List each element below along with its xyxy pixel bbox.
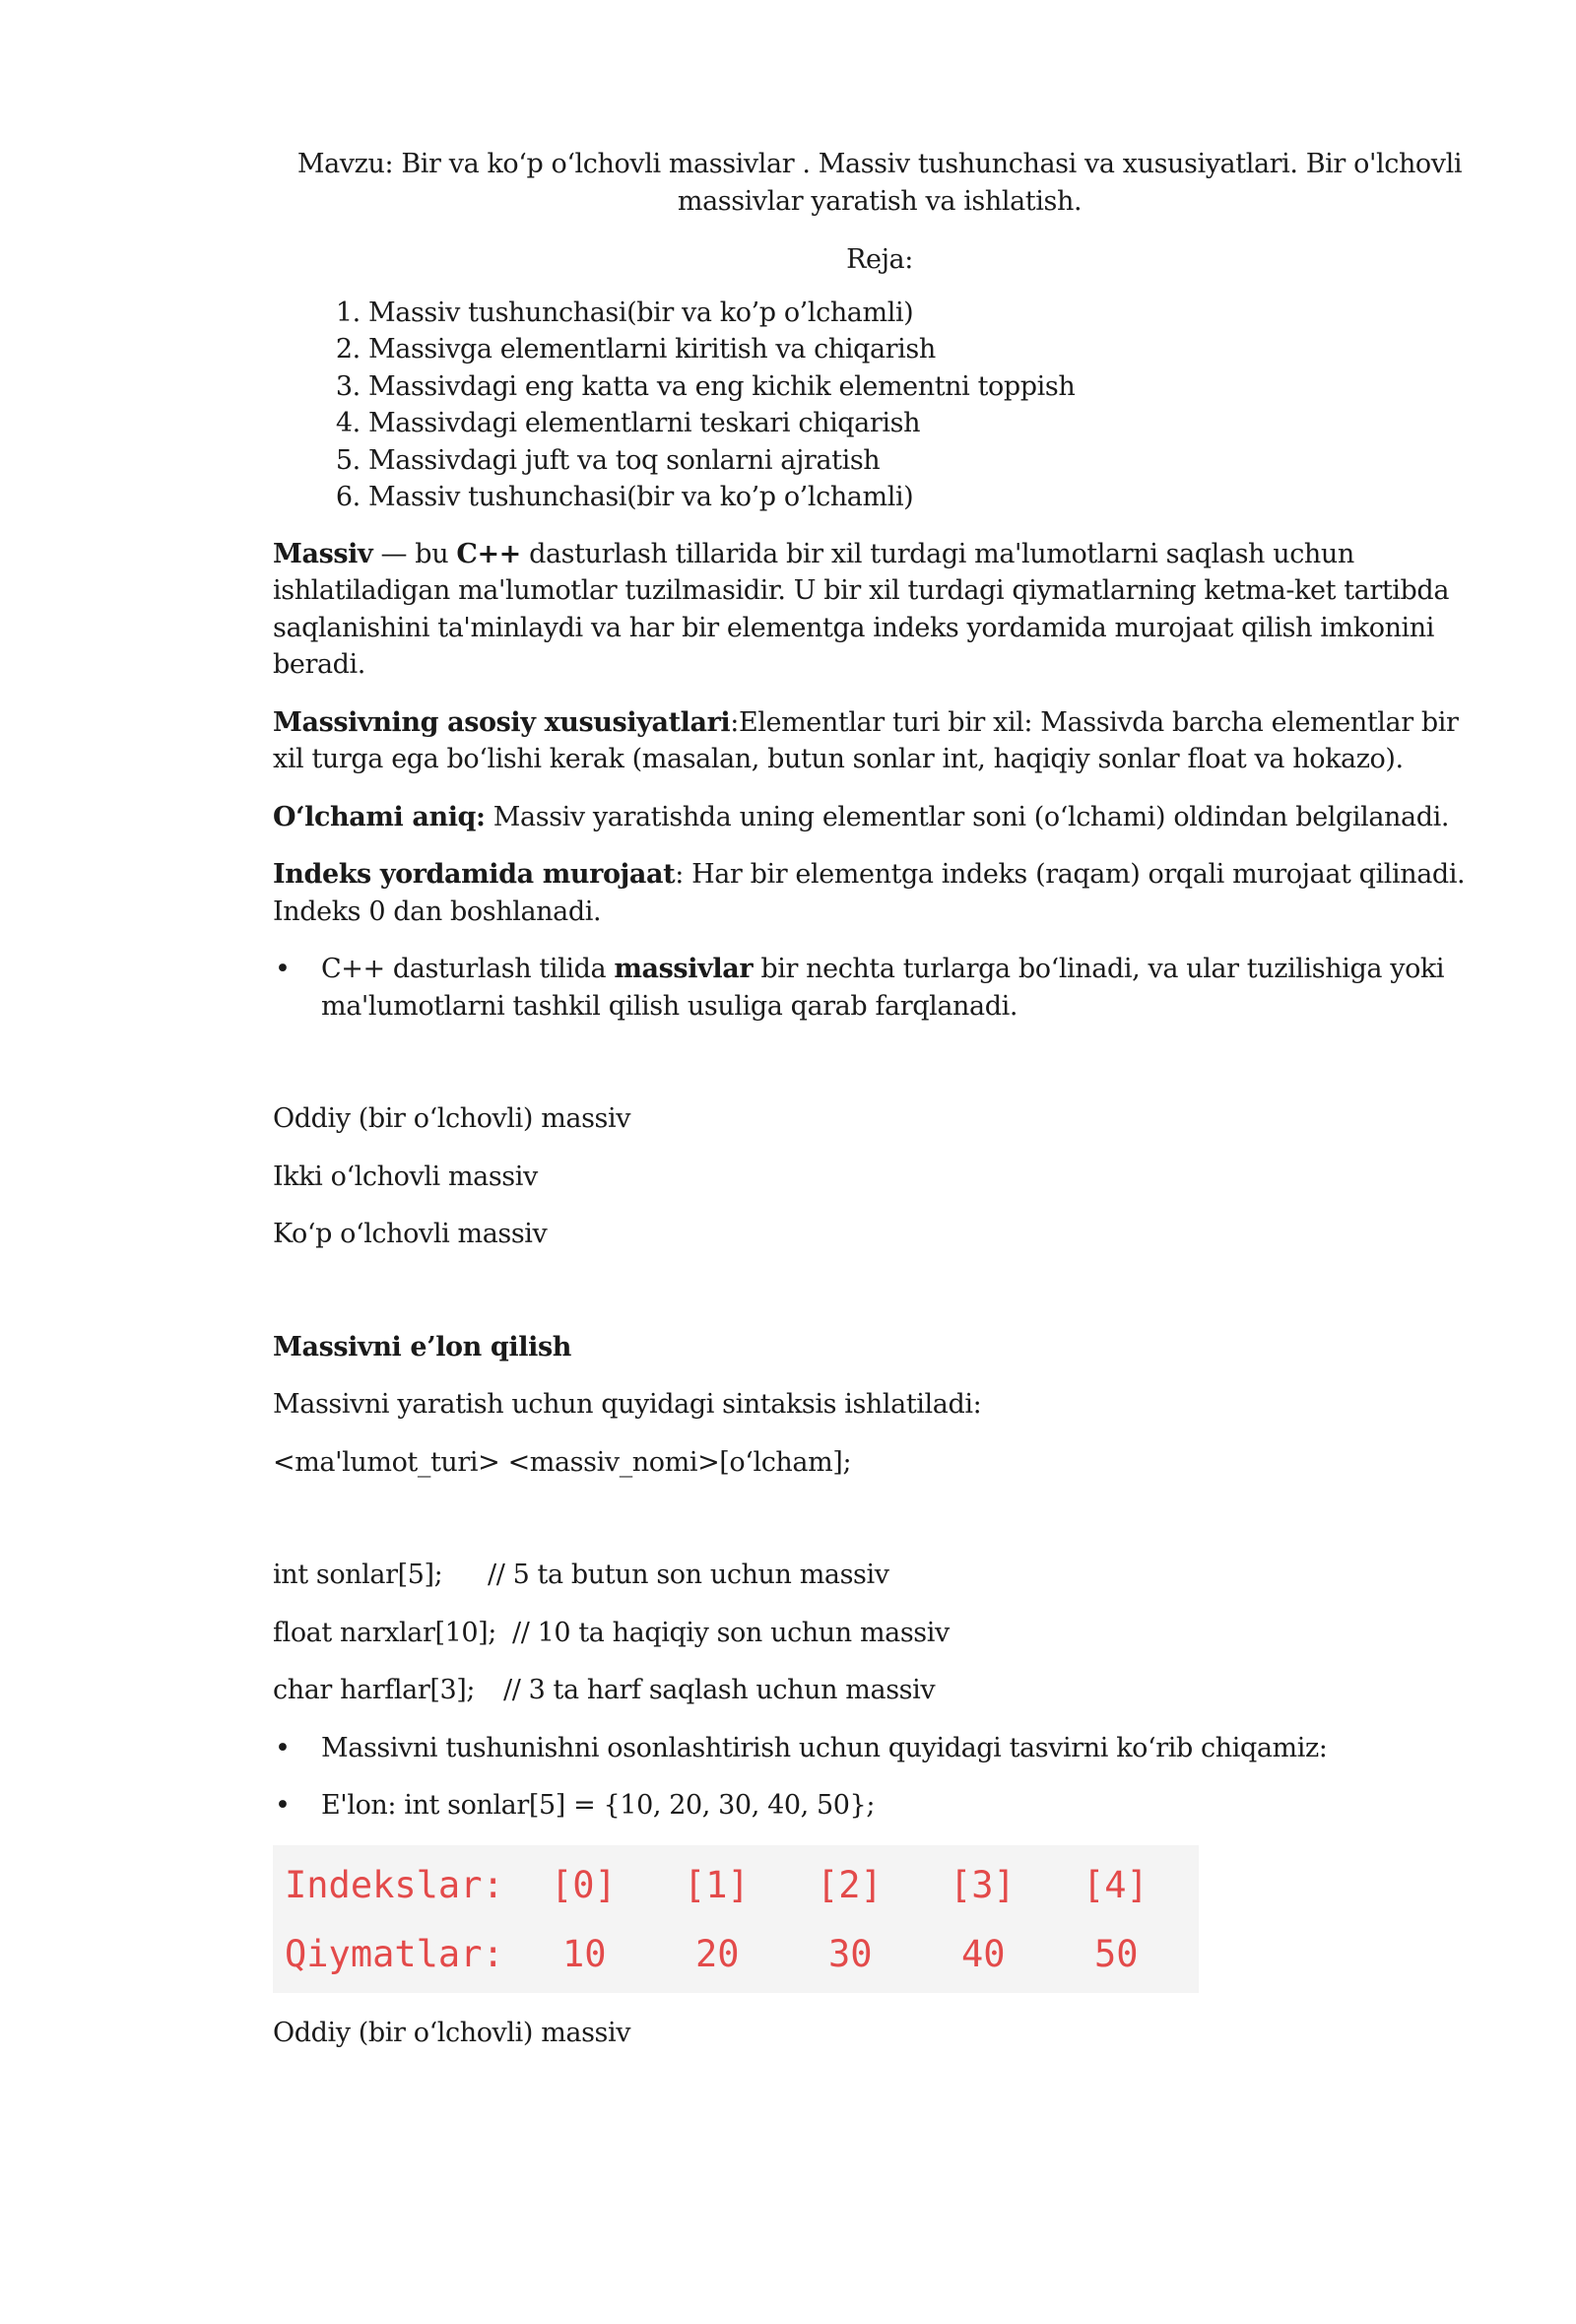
plan-label: Reja: <box>846 244 913 275</box>
values-row <box>285 1930 1139 1979</box>
declare-heading-text: Massivni e’lon qilish <box>273 1331 571 1362</box>
array-figure <box>273 1845 1199 1993</box>
index-text: : Har bir elementga indeks (raqam) orqali murojaat qilinadi. Indeks 0 dan boshlanadi. <box>273 859 1466 927</box>
spacer <box>273 1274 1486 1329</box>
massiv-definition <box>273 536 1486 684</box>
size-term: Oʻlchami aniq: <box>273 801 486 832</box>
bottom-bullet: • Massivni tushunishni osonlashtirish uchun quyidagi tasvirni koʻrib chiqamiz: <box>273 1730 1486 1767</box>
plan-item: 1. Massiv tushunchasi(bir va ko’p o’lchamli) <box>368 295 1486 332</box>
index-cell: [0] <box>551 1863 617 1906</box>
types-bullet-list <box>273 951 1486 1025</box>
syntax-line: <ma'lumot_turi> <massiv_nomi>[oʻlcham]; <box>273 1446 852 1478</box>
example-code: int sonlar[5]; <box>273 1560 443 1590</box>
types-after: bir nechta turlarga boʻlinadi, va ular tuzilishiga yoki ma'lumotlarni tashkil qilish usuliga qarab farqlanadi. <box>321 954 1445 1022</box>
value-cell: 40 <box>961 1932 1006 1975</box>
definition-text: dasturlash tillarida bir xil turdagi ma'lumotlarni saqlash uchun ishlatiladigan ma'lumotlar tuzilmasidir. U bir xil turdagi qiymatlarning ketma-ket tartibda saqlanishini ta'minlaydi va har bir elementga indeks yordamida murojaat qilish imkonini beradi. <box>273 538 1450 680</box>
declare-intro: Massivni yaratish uchun quyidagi sintaksis ishlatiladi: <box>273 1389 982 1420</box>
bottom-bullet: • E'lon: int sonlar[5] = {10, 20, 30, 40, 50}; <box>273 1787 1486 1825</box>
plan-item: 6. Massiv tushunchasi(bir va ko’p o’lchamli) <box>368 479 1486 516</box>
index-cell: [2] <box>817 1863 883 1906</box>
types-bold: massivlar <box>614 954 754 984</box>
value-cell: 30 <box>828 1932 873 1975</box>
footer-text: Oddiy (bir oʻlchovli) massiv <box>273 2017 631 2048</box>
properties-term: Massivning asosiy xususiyatlari <box>273 706 731 738</box>
plan-item: 4. Massivdagi elementlarni teskari chiqarish <box>368 405 1486 442</box>
index-cell: [3] <box>950 1863 1016 1906</box>
indices-row <box>285 1861 1149 1910</box>
value-cell: 50 <box>1094 1932 1139 1975</box>
spacer <box>273 1501 1486 1557</box>
properties-paragraph <box>273 704 1486 778</box>
plan-item: 3. Massivdagi eng katta va eng kichik elementni toppish <box>368 368 1486 406</box>
index-term: Indeks yordamida murojaat <box>273 859 676 890</box>
indices-label: Indekslar: <box>285 1863 504 1906</box>
example-code: char harflar[3]; <box>273 1675 476 1705</box>
declare-heading <box>273 1329 1486 1366</box>
plan-item: 2. Massivga elementlarni kiritish va chiqarish <box>368 331 1486 368</box>
array-type-multi-dim: Koʻp oʻlchovli massiv <box>273 1219 548 1249</box>
array-type-one-dim: Oddiy (bir oʻlchovli) massiv <box>273 1103 631 1134</box>
example-code: float narxlar[10]; <box>273 1617 496 1648</box>
index-cell: [4] <box>1083 1863 1149 1906</box>
value-cell: 20 <box>695 1932 740 1975</box>
index-paragraph <box>273 856 1486 930</box>
types-before: C++ dasturlash tilida <box>321 954 615 984</box>
document-title: Mavzu: Bir va koʻp oʻlchovli massivlar . Massiv tushunchasi va xususiyatlari. Bir o'lchovli massivlar yaratish va ishlatish. <box>296 149 1463 217</box>
plan-list <box>273 295 1486 516</box>
example-comment: // 5 ta butun son uchun massiv <box>488 1560 889 1590</box>
cpp-term: C++ <box>456 538 521 569</box>
example-line <box>273 1557 1486 1594</box>
massiv-term: Massiv <box>273 538 373 569</box>
types-bullet <box>273 951 1486 1025</box>
size-paragraph <box>273 799 1486 836</box>
value-cell: 10 <box>562 1932 607 1975</box>
values-label: Qiymatlar: <box>285 1932 504 1975</box>
plan-item: 5. Massivdagi juft va toq sonlarni ajratish <box>368 442 1486 480</box>
properties-text: :Elementlar turi bir xil: Massivda barcha elementlar bir xil turga ega boʻlishi kerak (masalan, butun sonlar int, haqiqiy sonlar float va hokazo). <box>273 706 1459 774</box>
example-line <box>273 1672 1486 1709</box>
definition-dash: — bu <box>372 538 457 569</box>
document-page <box>273 146 1486 2072</box>
example-line <box>273 1615 1486 1652</box>
size-text: Massiv yaratishda uning elementlar soni (oʻlchami) oldindan belgilanadi. <box>485 801 1450 832</box>
array-type-two-dim: Ikki oʻlchovli massiv <box>273 1161 538 1192</box>
example-comment: // 10 ta haqiqiy son uchun massiv <box>512 1617 950 1648</box>
index-cell: [1] <box>684 1863 750 1906</box>
bottom-bullet-list <box>273 1730 1486 1825</box>
spacer <box>273 1045 1486 1100</box>
example-comment: // 3 ta harf saqlash uchun massiv <box>503 1675 936 1705</box>
